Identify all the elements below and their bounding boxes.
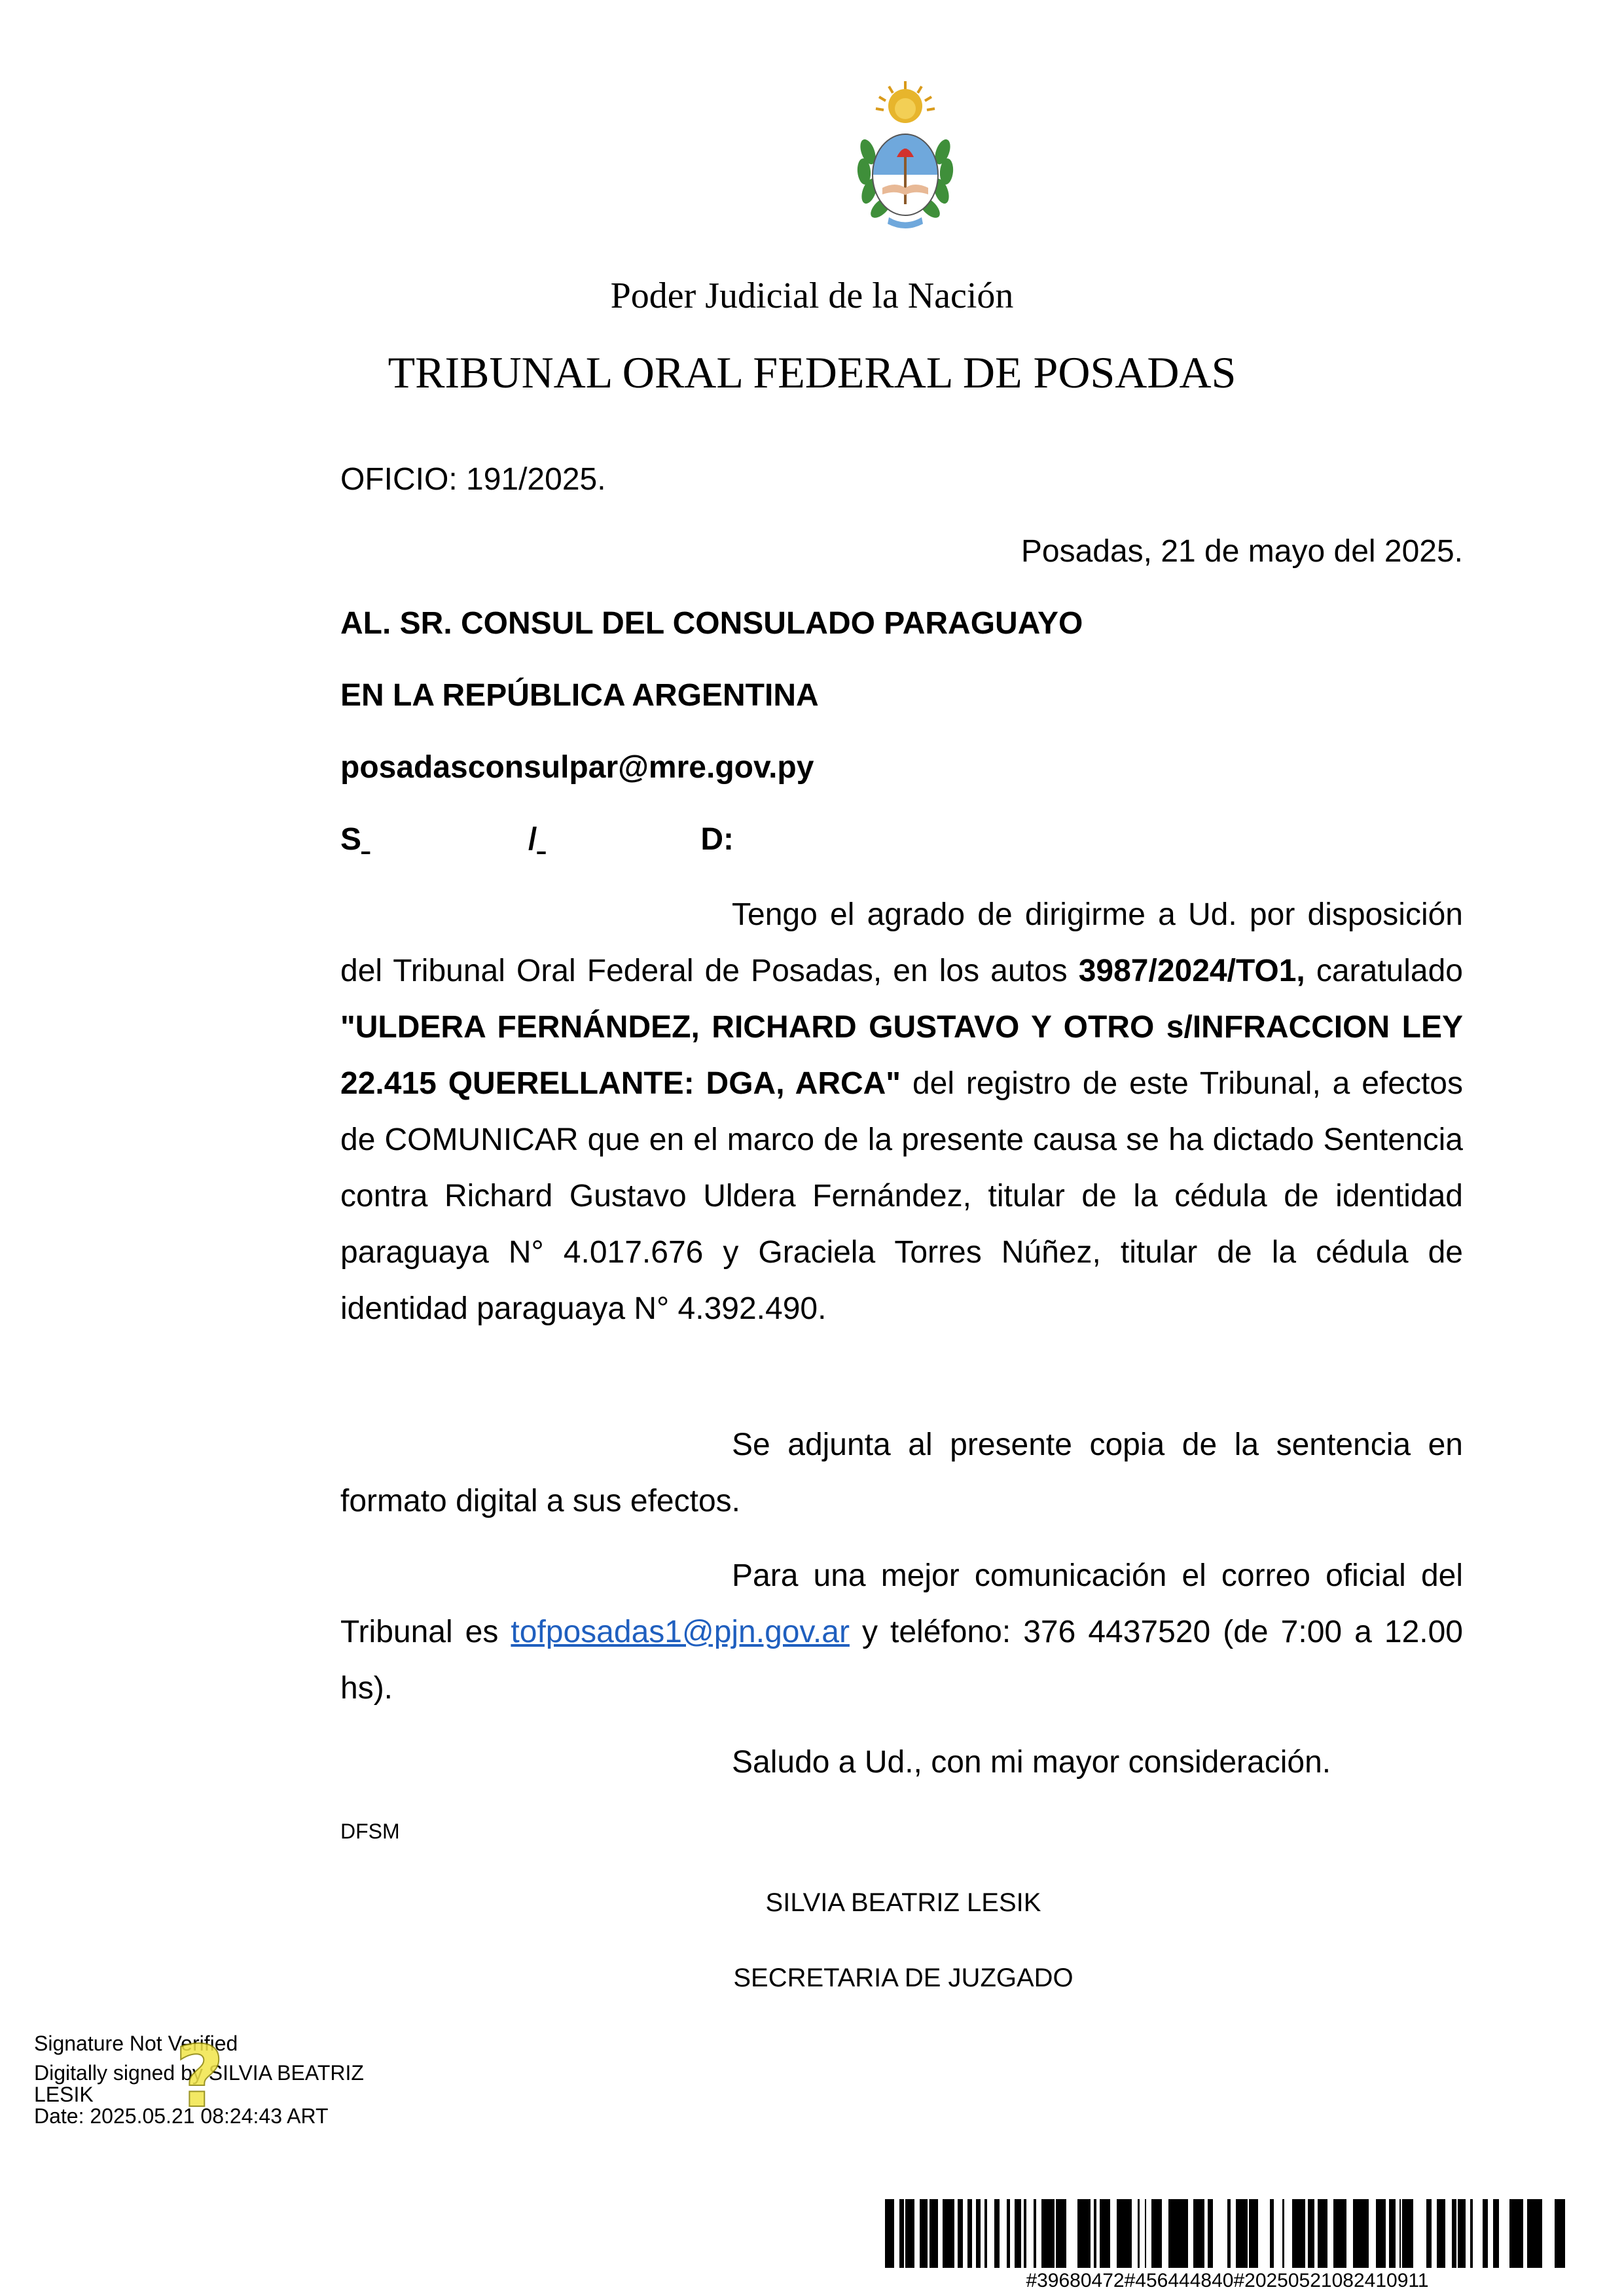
court-name: TRIBUNAL ORAL FEDERAL DE POSADAS — [388, 348, 1236, 397]
sd-s: S — [340, 822, 362, 857]
signature-question-icon — [164, 2034, 236, 2119]
barcode-text: #39680472#456444840#20250521082410911 — [1026, 2270, 1429, 2291]
signature-signed-by-cont: LESIK — [34, 2083, 94, 2106]
paragraph-3-text-1: Para una mejor comunicación el correo oficial del Tribunal es — [340, 1558, 1463, 1649]
oficio-number: OFICIO: 191/2025. — [340, 462, 606, 497]
case-title: "ULDERA FERNÁNDEZ, RICHARD GUSTAVO Y OTRO s/INFRACCION LEY 22.415 QUERELLANTE: DGA, ARCA" — [340, 1010, 1463, 1101]
paragraph-1-text-1: Tengo el agrado de dirigirme a Ud. por disposición del Tribunal Oral Federal de Posadas, en los autos — [340, 897, 1463, 988]
signature-signed-by: Digitally signed by SILVIA BEATRIZ — [34, 2061, 364, 2085]
court-email-link[interactable]: tofposadas1@pjn.gov.ar — [511, 1615, 850, 1649]
paragraph-2-text: Se adjunta al presente copia de la sentencia en formato digital a sus efectos. — [340, 1427, 1463, 1518]
paragraph-3-text-2: y teléfono: 376 4437520 (de 7:00 a 12.00 hs). — [340, 1615, 1463, 1706]
paragraph-1-text-2: caratulado — [1305, 954, 1464, 988]
closing-text: Saludo a Ud., con mi mayor consideración. — [732, 1745, 1331, 1780]
institution-name: Poder Judicial de la Nación — [610, 276, 1014, 316]
addressee-line-2: EN LA REPÚBLICA ARGENTINA — [340, 678, 819, 713]
addressee-email: posadasconsulpar@mre.gov.py — [340, 750, 814, 785]
initials: DFSM — [340, 1820, 400, 1843]
signer-role: SECRETARIA DE JUZGADO — [733, 1964, 1074, 1992]
paragraph-3 — [340, 1548, 1463, 1717]
paragraph-1 — [340, 887, 1463, 1337]
barcode-icon — [884, 2199, 1571, 2268]
signer-name: SILVIA BEATRIZ LESIK — [765, 1888, 1041, 1917]
sd-slash: / — [528, 822, 537, 857]
place-date: Posadas, 21 de mayo del 2025. — [1020, 534, 1463, 569]
signature-date: Date: 2025.05.21 08:24:43 ART — [34, 2104, 329, 2128]
paragraph-1-text-3: del registro de este Tribunal, a efectos de COMUNICAR que en el marco de la presente causa se ha dictado Sentencia contra Richard Gustavo Uldera Fernández, titular de la cédula de identidad paraguaya N° 4.017.676 y Graciela Torres Núñez, titular de la cédula de identidad paraguaya N° 4.392.490. — [340, 1066, 1464, 1326]
closing — [340, 1734, 1463, 1791]
signature-status: Signature Not Verified — [34, 2032, 238, 2055]
addressee-line-1: AL. SR. CONSUL DEL CONSULADO PARAGUAYO — [340, 606, 1083, 641]
svg-text:?: ? — [175, 2034, 225, 2119]
salutation-sd — [340, 812, 734, 868]
sd-d: D: — [700, 822, 734, 857]
paragraph-2 — [340, 1417, 1463, 1530]
coat-of-arms-icon — [850, 80, 961, 237]
case-number: 3987/2024/TO1, — [1078, 954, 1305, 988]
